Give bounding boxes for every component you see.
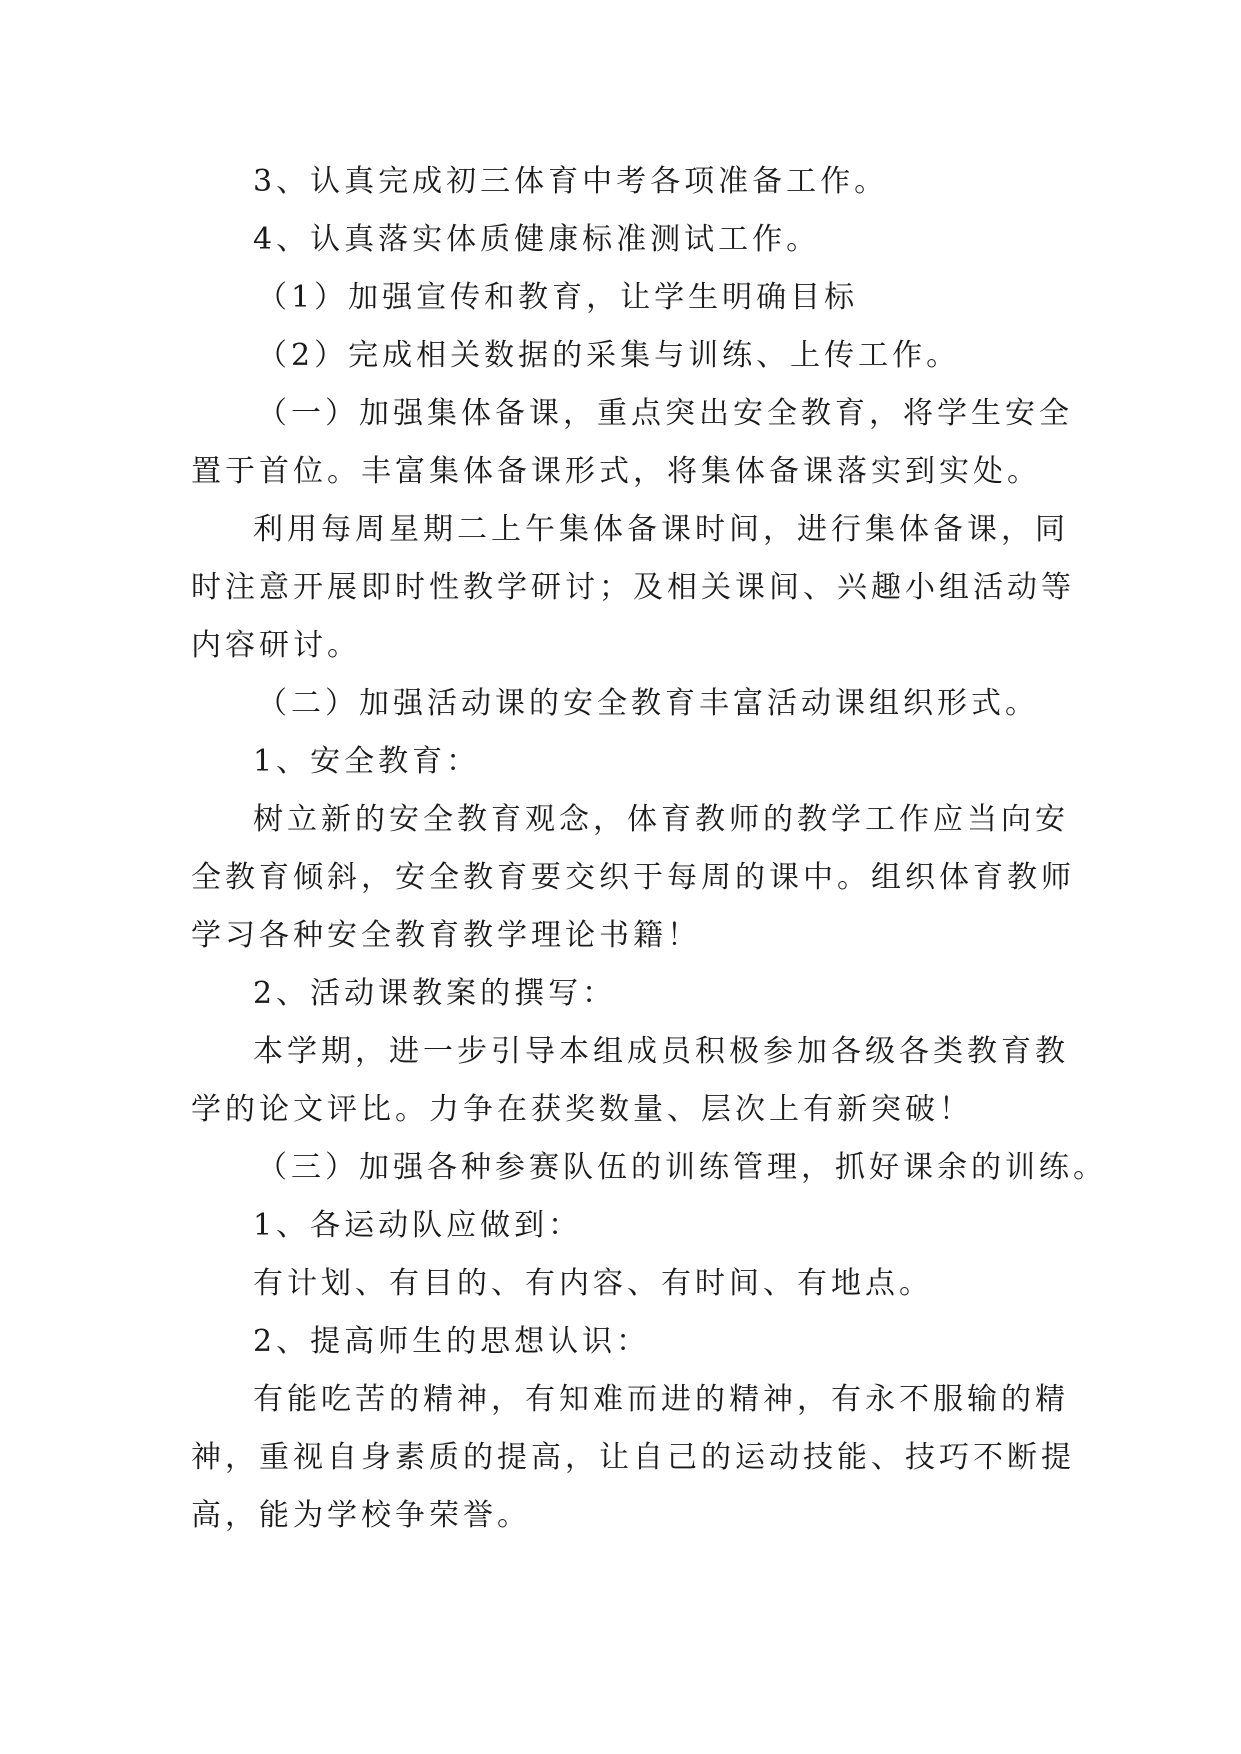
text-line: 学的论文评比。力争在获奖数量、层次上有新突破！ (191, 1092, 973, 1127)
text-line: 2、活动课教案的撰写： (253, 976, 617, 1011)
text-line: 本学期，进一步引导本组成员积极参加各级各类教育教 (253, 1034, 1069, 1069)
text-line: 置于首位。丰富集体备课形式，将集体备课落实到实处。 (191, 454, 1041, 489)
text-line: 树立新的安全教育观念，体育教师的教学工作应当向安 (253, 802, 1069, 837)
section-heading: （一）加强集体备课，重点突出安全教育，将学生安全 (257, 396, 1073, 431)
text-line: （1）加强宣传和教育，让学生明确目标 (257, 280, 859, 315)
text-line: 1、安全教育： (253, 744, 481, 779)
text-line: 时注意开展即时性教学研讨；及相关课间、兴趣小组活动等 (191, 570, 1075, 605)
text-line: 1、各运动队应做到： (253, 1208, 583, 1243)
section-heading: （三）加强各种参赛队伍的训练管理，抓好课余的训练。 (257, 1150, 1107, 1185)
text-line: 神，重视自身素质的提高，让自己的运动技能、技巧不断提 (191, 1440, 1075, 1475)
text-line: 4、认真落实体质健康标准测试工作。 (253, 222, 821, 257)
document-body (191, 153, 1107, 1545)
text-line: 2、提高师生的思想认识： (253, 1324, 651, 1359)
text-line: 内容研讨。 (191, 628, 361, 663)
text-line: 利用每周星期二上午集体备课时间，进行集体备课，同 (253, 512, 1069, 547)
text-line: 学习各种安全教育教学理论书籍！ (191, 918, 701, 953)
text-line: （2）完成相关数据的采集与训练、上传工作。 (257, 338, 961, 373)
text-line: 全教育倾斜，安全教育要交织于每周的课中。组织体育教师 (191, 860, 1075, 895)
text-line: 高，能为学校争荣誉。 (191, 1498, 531, 1533)
text-line: 有能吃苦的精神，有知难而进的精神，有永不服输的精 (253, 1382, 1069, 1417)
text-line: 有计划、有目的、有内容、有时间、有地点。 (253, 1266, 933, 1301)
text-line: 3、认真完成初三体育中考各项准备工作。 (253, 164, 889, 199)
section-heading: （二）加强活动课的安全教育丰富活动课组织形式。 (257, 686, 1039, 721)
